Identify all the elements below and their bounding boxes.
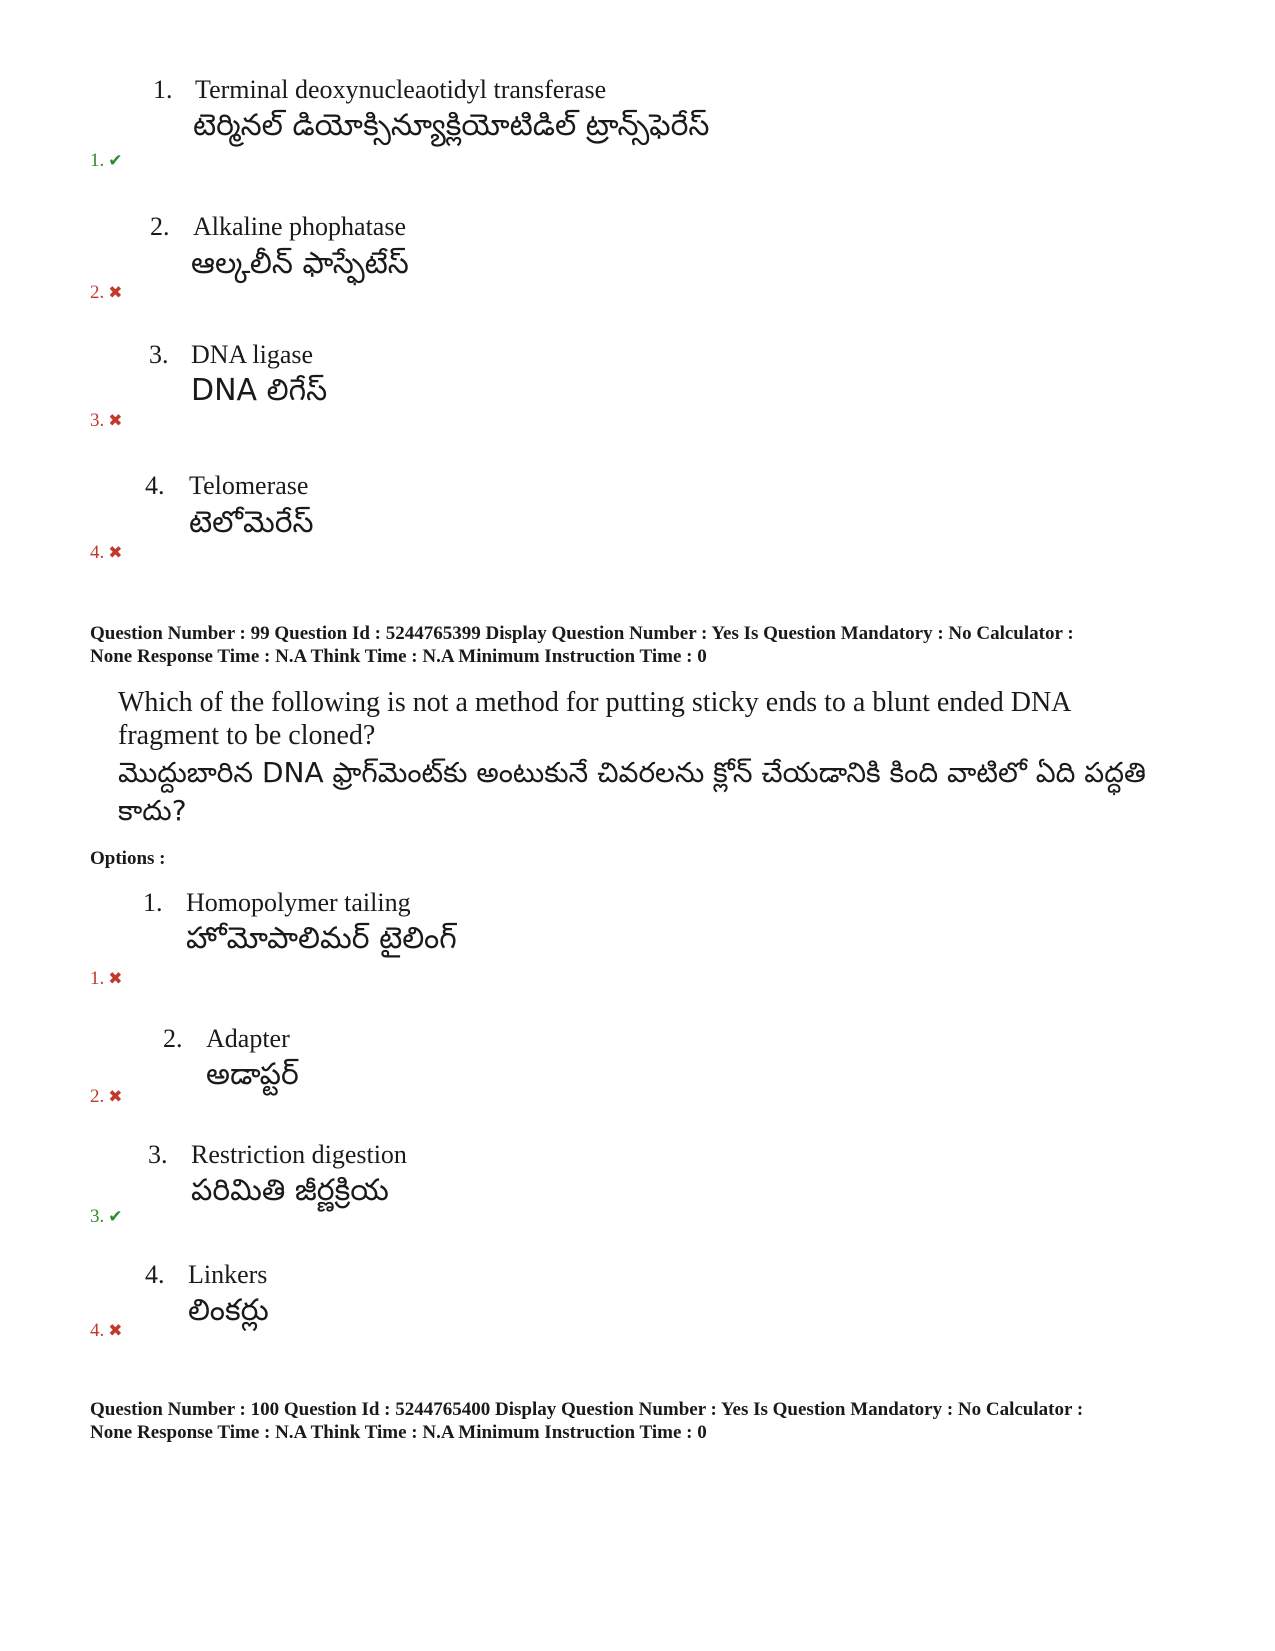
mark-number: 3. <box>90 1206 105 1227</box>
option-text-en: Terminal deoxynucleaotidyl transferase <box>195 75 607 104</box>
answer-mark <box>90 410 123 432</box>
option-text-te: అడాప్టర్ <box>206 1057 299 1092</box>
mark-number: 3. <box>90 410 105 431</box>
options-label: Options : <box>90 848 166 869</box>
cross-icon: ✖ <box>108 969 123 989</box>
option-text-en: Homopolymer tailing <box>186 888 411 917</box>
question-meta <box>90 622 1190 668</box>
question-meta-line2: None Response Time : N.A Think Time : N.A Minimum Instruction Time : 0 <box>90 1422 707 1443</box>
cross-icon: ✖ <box>108 1087 123 1107</box>
mark-number: 2. <box>90 282 105 303</box>
mark-number: 1. <box>90 968 105 989</box>
check-icon: ✔ <box>108 1207 123 1227</box>
mark-number: 2. <box>90 1086 105 1107</box>
option-number: 4. <box>145 471 165 500</box>
option-number: 1. <box>143 888 163 917</box>
answer-mark <box>90 1320 123 1342</box>
cross-icon: ✖ <box>108 1321 123 1341</box>
option-text-en: Adapter <box>206 1024 290 1053</box>
option-text-te: లింకర్లు <box>188 1293 269 1328</box>
cross-icon: ✖ <box>108 543 123 563</box>
option-text-te: టెలోమెరేస్ <box>189 505 314 540</box>
option-number: 3. <box>148 1140 168 1169</box>
question-meta-line1: Question Number : 100 Question Id : 5244765400 Display Question Number : Yes Is Question Mandatory : No Calculator : <box>90 1399 1084 1420</box>
question-text-en: Which of the following is not a method for putting sticky ends to a blunt ended DNA fragment to be cloned? <box>118 687 1070 751</box>
option-text-en: Alkaline phophatase <box>193 212 406 241</box>
mark-number: 1. <box>90 150 105 171</box>
option-number: 3. <box>149 340 169 369</box>
answer-mark <box>90 1206 123 1228</box>
mark-number: 4. <box>90 1320 105 1341</box>
question-text-te: మొద్దుబారిన DNA ఫ్రాగ్‌మెంట్‌కు అంటుకునే చివరలను క్లోన్ చేయడానికి కింది వాటిలో ఏది పద్ధతి కాదు? <box>118 756 1146 827</box>
cross-icon: ✖ <box>108 411 123 431</box>
answer-mark <box>90 542 123 564</box>
answer-mark <box>90 968 123 990</box>
mark-number: 4. <box>90 542 105 563</box>
question-meta <box>90 1398 1190 1444</box>
option-text-en: DNA ligase <box>191 340 314 369</box>
answer-mark <box>90 282 123 304</box>
answer-mark <box>90 150 123 172</box>
option-number: 2. <box>150 212 170 241</box>
option-text-en: Telomerase <box>189 471 309 500</box>
check-icon: ✔ <box>108 151 123 171</box>
option-text-te: పరిమితి జీర్ణక్రియ <box>191 1173 389 1208</box>
option-number: 4. <box>145 1260 165 1289</box>
option-text-te: ఆల్కలీన్ ఫాస్ఫేటేస్ <box>191 246 409 281</box>
cross-icon: ✖ <box>108 283 123 303</box>
question-text <box>118 686 1168 830</box>
question-meta-line1: Question Number : 99 Question Id : 5244765399 Display Question Number : Yes Is Question Mandatory : No Calculator : <box>90 623 1074 644</box>
option-text-te: DNA లిగేస్ <box>191 373 328 408</box>
option-number: 1. <box>153 75 173 104</box>
option-text-en: Restriction digestion <box>191 1140 407 1169</box>
option-number: 2. <box>163 1024 183 1053</box>
question-meta-line2: None Response Time : N.A Think Time : N.A Minimum Instruction Time : 0 <box>90 646 707 667</box>
option-text-en: Linkers <box>188 1260 268 1289</box>
option-text-te: హోమోపాలిమర్ టైలింగ్ <box>186 921 457 956</box>
answer-mark <box>90 1086 123 1108</box>
option-text-te: టెర్మినల్ డియోక్సిన్యూక్లియోటిడిల్ ట్రాన్స్‌ఫెరేస్ <box>193 108 710 143</box>
